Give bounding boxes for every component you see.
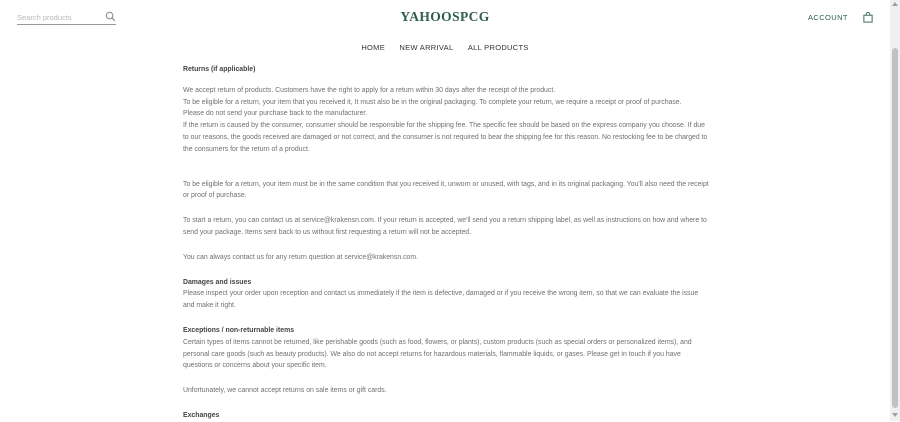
policy-paragraph: We accept return of products. Customers have the right to apply for a return within 30 days after the receipt of the product.: [183, 86, 556, 94]
returns-heading: Returns (if applicable): [183, 66, 256, 73]
exceptions-heading: Exceptions / non-returnable items: [183, 326, 295, 334]
nav-item-all-products[interactable]: ALL PRODUCTS: [467, 43, 529, 52]
search-bar: [17, 10, 116, 25]
nav-item-home[interactable]: HOME: [361, 43, 386, 52]
scroll-up-arrow-icon[interactable]: [892, 2, 898, 6]
exchanges-heading: Exchanges: [183, 411, 220, 419]
nav-item-new-arrival[interactable]: NEW ARRIVAL: [399, 43, 454, 52]
policy-paragraph: Certain types of items cannot be returned, like perishable goods (such as food, flowers, or plants), custom products (such as special orders or personalized items), and personal care goods (such as beauty products). We also do not accept returns for hazardous materials, flammable liquids, or gases. Please get in touch if you have questions or concerns about your specific item.: [183, 338, 692, 370]
scroll-down-arrow-icon[interactable]: [892, 413, 898, 417]
policy-content: [183, 64, 711, 422]
site-logo[interactable]: YAHOOSPCG: [400, 9, 490, 24]
policy-paragraph: To start a return, you can contact us at service@krakensn.com. If your return is accepted, we'll send you a return shipping label, as well as instructions on how and where to send your package. Items sent back to us without first requesting a return will not be accepted.: [183, 217, 707, 236]
damages-heading: Damages and issues: [183, 278, 252, 286]
main-nav: [0, 43, 890, 52]
site-header: [0, 0, 890, 62]
policy-paragraph: To be eligible for a return, your item must be in the same condition that you received it, unworn or unused, with tags, and in its original packaging. You'll also need the receipt or proof of purchase.: [183, 180, 709, 200]
policy-paragraph: Unfortunately, we cannot accept returns on sale items or gift cards.: [183, 387, 387, 395]
policy-paragraph: You can always contact us for any return question at service@krakensn.com.: [183, 253, 419, 261]
search-icon[interactable]: [105, 11, 116, 22]
search-input[interactable]: [17, 10, 99, 24]
policy-paragraph: Please inspect your order upon reception and contact us immediately if the item is defective, damaged or if you receive the wrong item, so that we can evaluate the issue and make it right.: [183, 290, 699, 310]
policy-paragraph: To be eligible for a return, your item that you received it, It must also be in the original packaging. To complete your return, we require a receipt or proof of purchase.: [183, 98, 682, 106]
scrollbar-thumb[interactable]: [892, 48, 898, 408]
policy-paragraph: Please do not send your purchase back to the manufacturer.: [183, 110, 368, 118]
policy-paragraph: If the return is caused by the consumer, consumer should be responsible for the shipping fee. The specific fee should be based on the express company you choose. If due to our reasons, the goods received are damaged or not correct, and the consumer is not required to bear the shipping fee for this reason. No restocking fee to be charged to the consumers for the return of a product.: [183, 122, 708, 153]
account-link[interactable]: ACCOUNT: [808, 13, 848, 22]
shopping-bag-icon[interactable]: [862, 12, 874, 23]
